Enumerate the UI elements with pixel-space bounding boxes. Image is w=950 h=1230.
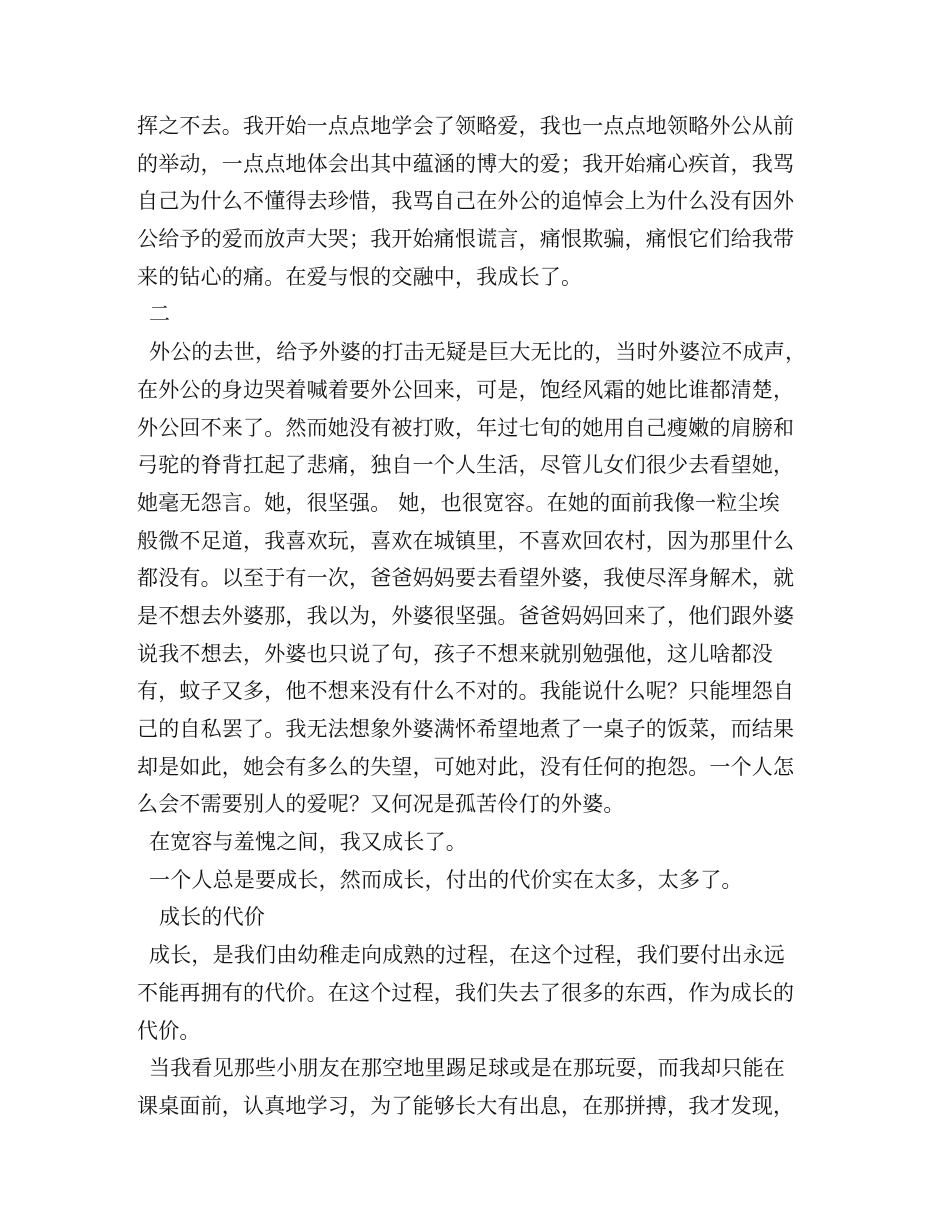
text-line: 公给予的爱而放声大哭；我开始痛恨谎言，痛恨欺骗，痛恨它们给我带 [137, 227, 795, 252]
text-line: 她毫无怨言。她，很坚强。 她，也很宽容。在她的面前我像一粒尘埃 [137, 490, 780, 515]
section-heading: 二 [149, 302, 171, 327]
text-line: 代价。 [137, 1018, 201, 1043]
text-line: 挥之不去。我开始一点点地学会了领略爱，我也一点点地领略外公从前 [137, 114, 795, 138]
text-line: 当我看见那些小朋友在那空地里踢足球或是在那玩耍，而我却只能在 [149, 1056, 785, 1081]
text-line: 自己为什么不懂得去珍惜，我骂自己在外公的追悼会上为什么没有因外 [137, 189, 795, 214]
text-line: 成长，是我们由幼稚走向成熟的过程，在这个过程，我们要付出永远 [149, 943, 785, 968]
text-line: 在宽容与羞愧之间，我又成长了。 [149, 830, 467, 855]
text-line: 外公回不来了。然而她没有被打败，年过七旬的她用自己瘦嫩的肩膀和 [137, 415, 795, 440]
document-body [137, 108, 827, 1126]
text-line: 么会不需要别人的爱呢？又何况是孤苦伶仃的外婆。 [137, 792, 625, 817]
text-line: 却是如此，她会有多么的失望，可她对此，没有任何的抱怨。一个人怎 [137, 754, 795, 779]
text-line: 有，蚊子又多，他不想来没有什么不对的。我能说什么呢？只能埋怨自 [137, 679, 795, 704]
text-line: 般微不足道，我喜欢玩，喜欢在城镇里，不喜欢回农村，因为那里什么 [137, 528, 795, 553]
text-line: 己的自私罢了。我无法想象外婆满怀希望地煮了一桌子的饭菜，而结果 [137, 717, 795, 741]
text-line: 来的钻心的痛。在爱与恨的交融中，我成长了。 [137, 264, 583, 289]
text-line: 说我不想去，外婆也只说了句，孩子不想来就别勉强他，这儿啥都没 [137, 641, 773, 666]
text-line: 不能再拥有的代价。在这个过程，我们失去了很多的东西，作为成长的 [137, 980, 795, 1005]
text-line: 弓驼的脊背扛起了悲痛，独自一个人生活，尽管儿女们很少去看望她， [137, 453, 795, 478]
text-line: 在外公的身边哭着喊着要外公回来，可是，饱经风霜的她比谁都清楚， [137, 377, 795, 402]
text-line: 的举动，一点点地体会出其中蕴涵的博大的爱；我开始痛心疾首，我骂 [137, 151, 795, 176]
text-line: 是不想去外婆那，我以为，外婆很坚强。爸爸妈妈回来了，他们跟外婆 [137, 603, 795, 628]
text-line: 一个人总是要成长，然而成长，付出的代价实在太多，太多了。 [149, 867, 743, 892]
text-line: 都没有。以至于有一次，爸爸妈妈要去看望外婆，我使尽浑身解术，就 [137, 566, 795, 591]
text-line: 课桌面前，认真地学习，为了能够长大有出息，在那拼搏，我才发现， [137, 1093, 795, 1118]
article-title: 成长的代价 [159, 905, 265, 930]
text-line: 外公的去世，给予外婆的打击无疑是巨大无比的，当时外婆泣不成声， [149, 340, 807, 365]
